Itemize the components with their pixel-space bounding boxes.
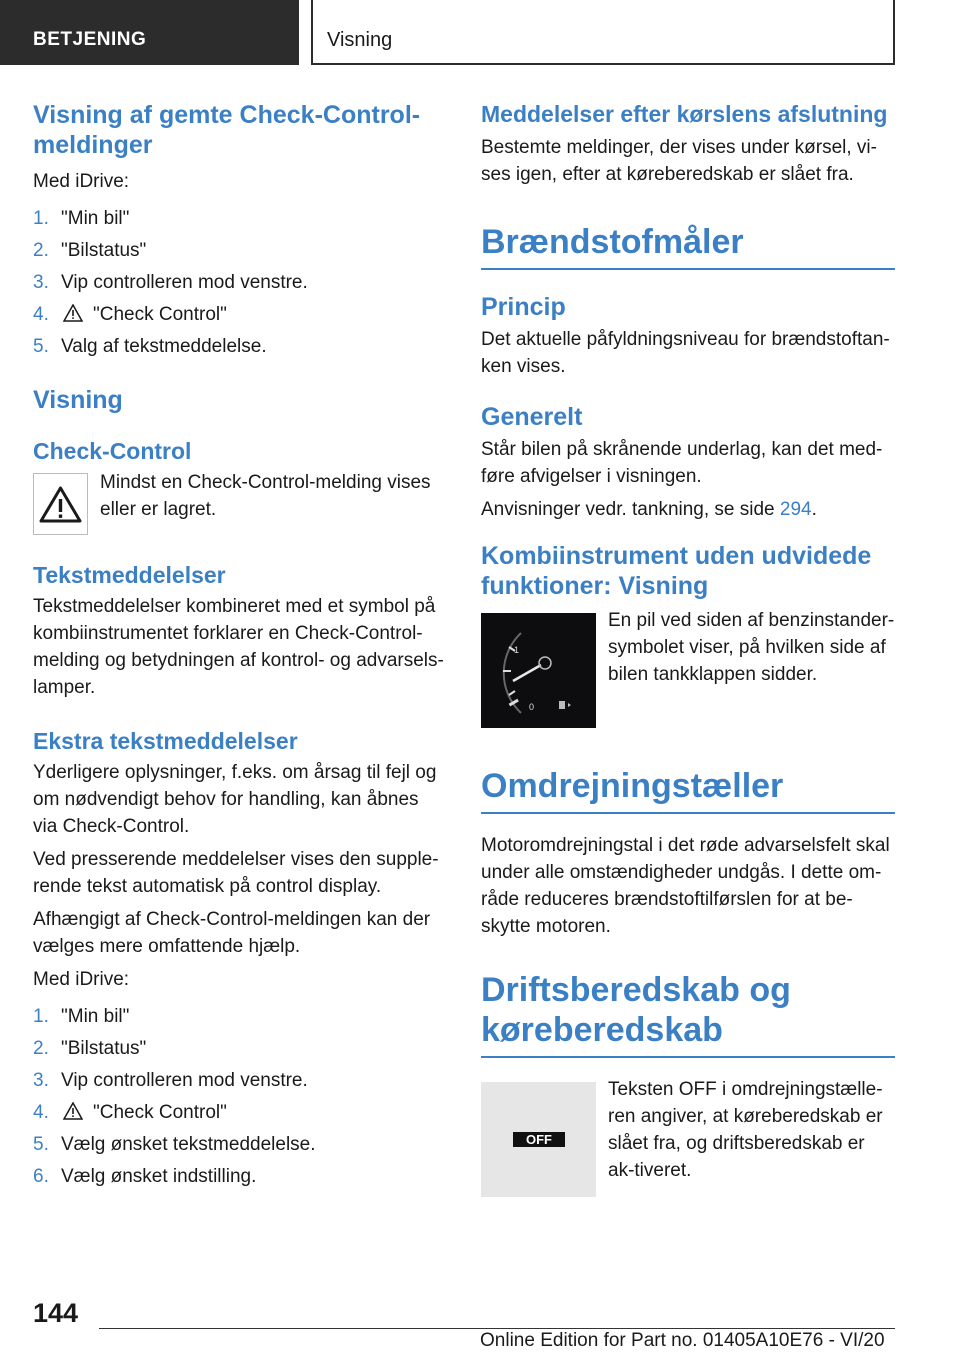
svg-text:1: 1 [514,645,520,655]
kombi-paragraph: En pil ved siden af benzinstander-symbolet viser, på hvilken side af bilen tankklappen sidder. [608,610,895,685]
general-paragraph-2: Anvisninger vedr. tankning, se side 294. [481,499,817,520]
list-item: 3. Vip controlleren mod venstre. [33,1070,308,1091]
tachometer-paragraph: Motoromdrejningstal i det røde advarselsfelt skal under alle omstændigheder undgås. I dette om-råde reduceres brændstoftilførslen for at be-skytte motoren. [481,835,890,937]
page-link[interactable]: 294 [779,499,812,520]
with-idrive-label: Med iDrive: [33,171,130,192]
header-topic [311,0,895,65]
heading-principle: Princip [481,293,566,321]
extra-paragraph-3: Afhængigt af Check-Control-meldingen kan der vælges mere omfattende hjælp. [33,909,431,957]
heading-tachometer: Omdrejningstæller [481,766,895,814]
page-number: 144 [33,1298,79,1328]
extra-paragraph-2: Ved presserende meddelelser vises den supple-rende tekst automatisk på control display. [33,849,439,897]
heading-check-control: Check-Control [33,438,192,464]
list-item: 5. Vælg ønsket tekstmeddelelse. [33,1134,316,1155]
warning-triangle-icon [63,1102,83,1120]
right-column [481,100,895,1197]
list-item: 4. "Check Control" [33,1102,227,1123]
text-messages-paragraph: Tekstmeddelelser kombineret med et symbol på kombiinstrumentet forklarer en Check-Control-melding og betydningen af kontrol- og advarsels-lamper. [33,596,444,698]
list-item: 4. "Check Control" [33,304,227,325]
heading-general: Generelt [481,403,583,431]
list-item: 3. Vip controlleren mod venstre. [33,272,308,293]
general-paragraph-1: Står bilen på skrånende underlag, kan det med-føre afvigelser i visningen. [481,439,883,487]
with-idrive-label-2: Med iDrive: [33,969,130,990]
svg-text:0: 0 [529,702,535,712]
list-item: 5. Valg af tekstmeddelelse. [33,336,267,357]
list-item: 2. "Bilstatus" [33,1038,147,1059]
heading-ready-state: Driftsberedskab og køreberedskab [481,970,895,1058]
check-control-warning-icon [33,473,88,535]
heading-after-driving: Meddelelser efter kørslens afslutning [481,101,888,127]
off-indicator-image [481,1082,596,1197]
header-section [0,0,299,65]
heading-text-messages: Tekstmeddelelser [33,562,226,588]
list-item: 1. "Min bil" [33,208,130,229]
header-section-label: BETJENING [33,29,147,50]
header-topic-label: Visning [327,29,393,51]
off-label: OFF [513,1132,565,1147]
principle-paragraph: Det aktuelle påfyldningsniveau for brændstoftan-ken vises. [481,329,890,377]
fuel-gauge-image [481,613,596,728]
heading-saved-messages: Visning af gemte Check-Control-meldinger [33,101,421,159]
after-driving-paragraph: Bestemte meldinger, der vises under kørsel, vi-ses igen, efter at køreberedskab er slået fra. [481,137,877,185]
heading-fuel-gauge: Brændstofmåler [481,222,895,270]
steps-list-2 [33,1001,447,1193]
list-item: 2. "Bilstatus" [33,240,147,261]
heading-kombi: Kombiinstrument uden udvidede funktioner: Visning [481,542,872,600]
steps-list-1 [33,203,447,363]
footer-divider [99,1328,895,1329]
heading-display: Visning [33,386,123,414]
ready-state-paragraph: Teksten OFF i omdrejningstælle-ren angiver, at køreberedskab er slået fra, og driftsberedskab er ak-tiveret. [608,1079,883,1181]
left-column [33,100,447,1193]
list-item: 1. "Min bil" [33,1006,130,1027]
list-item: 6. Vælg ønsket indstilling. [33,1166,257,1187]
check-control-text: Mindst en Check-Control-melding vises eller er lagret. [100,472,431,520]
warning-triangle-icon [63,304,83,322]
extra-paragraph-1: Yderligere oplysninger, f.eks. om årsag til fejl og om nødvendigt behov for handling, kan åbnes via Check-Control. [33,762,437,837]
footer-edition: Online Edition for Part no. 01405A10E76 - VI/20 [480,1330,885,1351]
heading-extra-messages: Ekstra tekstmeddelelser [33,728,298,754]
